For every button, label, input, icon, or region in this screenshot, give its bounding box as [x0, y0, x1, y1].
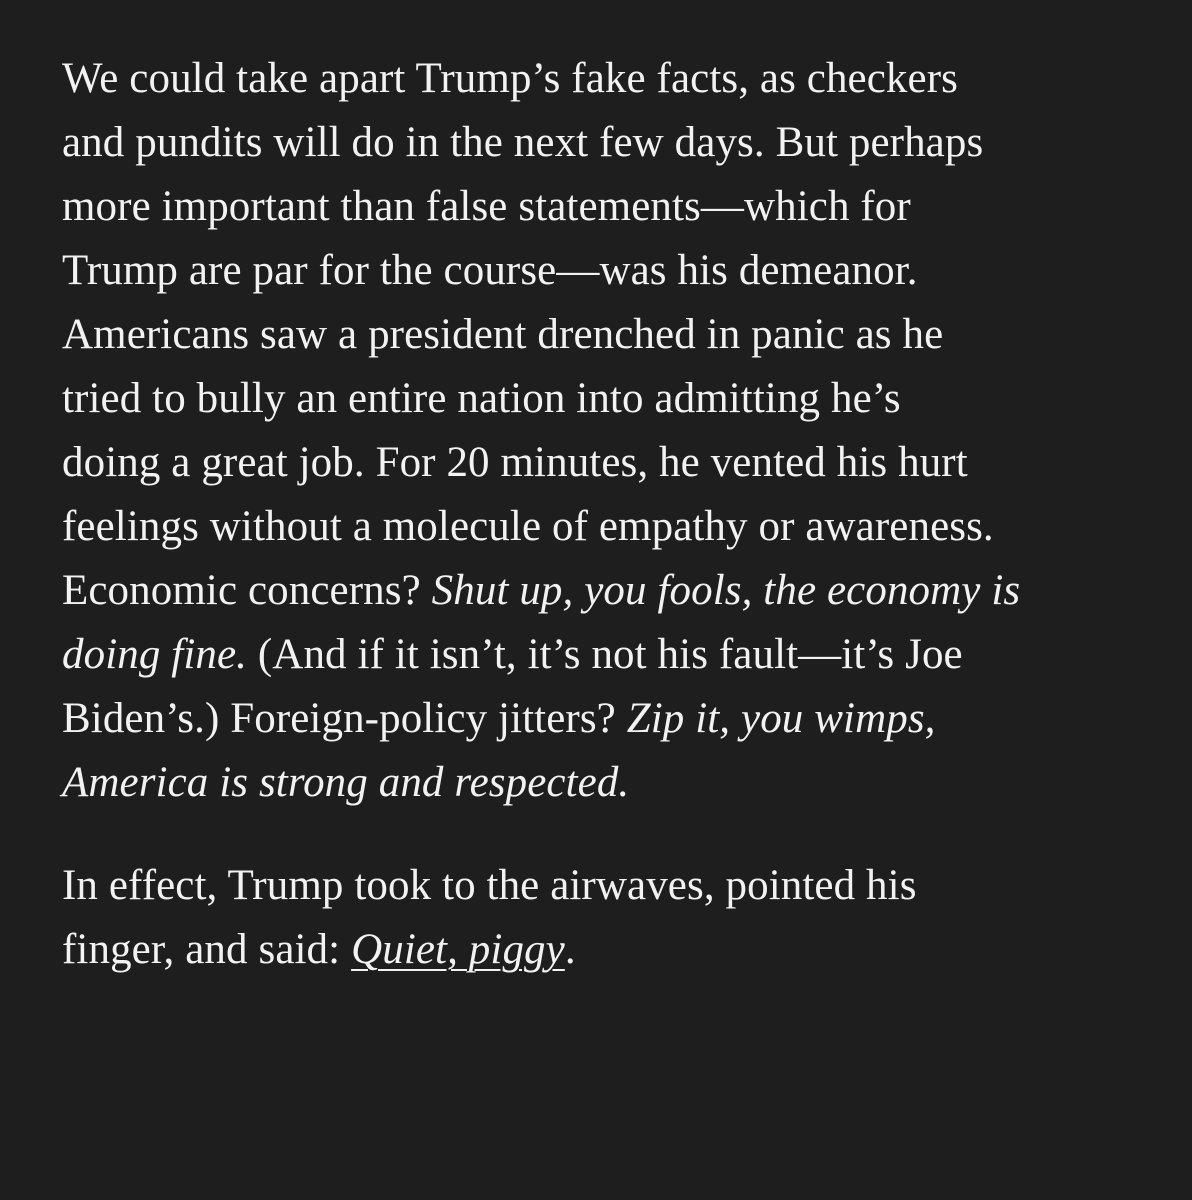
italic-text: America is strong and respected. — [62, 759, 630, 806]
text-line: more important than false statements—which for — [62, 183, 911, 230]
text-segment: (And if it isn’t, it’s not his fault—it’s Joe — [247, 631, 963, 678]
paragraph-2 — [62, 854, 1152, 982]
italic-text: Zip it, you wimps, — [626, 695, 936, 742]
text-line: In effect, Trump took to the airwaves, pointed his — [62, 862, 917, 909]
text-line — [62, 751, 1152, 815]
text-line: doing a great job. For 20 minutes, he vented his hurt — [62, 439, 968, 486]
text-line: Trump are par for the course—was his demeanor. — [62, 247, 918, 294]
text-line: and pundits will do in the next few days. But perhaps — [62, 119, 984, 166]
text-line — [62, 559, 1152, 623]
quiet-piggy-link[interactable]: Quiet, piggy — [351, 926, 565, 973]
text-segment: Economic concerns? — [62, 567, 432, 614]
italic-text: Shut up, you fools, the economy is — [431, 567, 1021, 614]
text-line — [62, 623, 1152, 687]
italic-text: doing fine. — [62, 631, 248, 678]
text-line — [62, 687, 1152, 751]
text-segment: . — [564, 926, 576, 973]
text-line — [62, 918, 1152, 982]
text-line: tried to bully an entire nation into admitting he’s — [62, 375, 901, 422]
paragraph-1 — [62, 47, 1152, 815]
text-line: We could take apart Trump’s fake facts, as checkers — [62, 55, 958, 102]
text-line: Americans saw a president drenched in panic as he — [62, 311, 944, 358]
text-line: feelings without a molecule of empathy or awareness. — [62, 503, 994, 550]
text-segment: finger, and said: — [62, 926, 352, 973]
text-segment: Biden’s.) Foreign-policy jitters? — [62, 695, 627, 742]
